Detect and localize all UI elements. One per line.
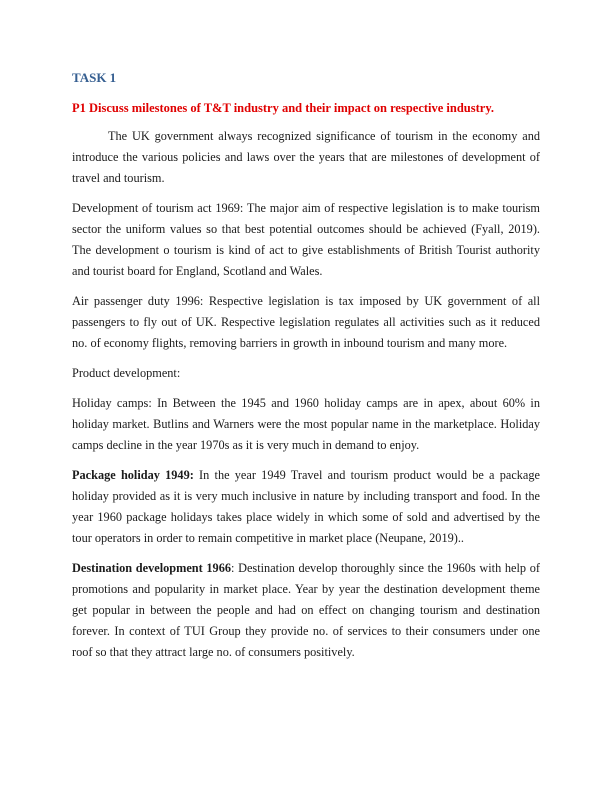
paragraph-text: Air passenger duty 1996: Respective legislation is tax imposed by UK government of all passengers to fly out of UK. Respective legislation regulates all activities such as it reduced no. of economy flights, removing barriers in growth in inbound tourism and many more. <box>72 294 540 350</box>
paragraph-product-development-label <box>72 363 540 384</box>
paragraph-holiday-camps <box>72 393 540 456</box>
paragraph-destination-development-1966 <box>72 558 540 663</box>
paragraph-text: Development of tourism act 1969: The major aim of respective legislation is to make tourism sector the uniform values so that best potential outcomes should be achieved (Fyall, 2019). The development o tourism is kind of act to give establishments of British Tourist authority and tourist board for England, Scotland and Wales. <box>72 201 540 278</box>
paragraph-lead: Destination development 1966 <box>72 561 231 575</box>
paragraph-intro <box>72 126 540 189</box>
paragraph-package-holiday-1949 <box>72 465 540 549</box>
task-heading: TASK 1 <box>72 70 117 85</box>
paragraph-text: In the year 1949 Travel and tourism product would be a package holiday provided as it is very much inclusive in nature by including transport and food. In the year 1960 package holidays takes place widely in which some of sold and advertised by the tour operators in order to remain competitive in market place (Neupane, 2019).. <box>72 468 540 545</box>
p1-section-heading: P1 Discuss milestones of T&T industry and their impact on respective industry. <box>72 101 495 115</box>
paragraph-tourism-act-1969 <box>72 198 540 282</box>
paragraph-text: Product development: <box>72 366 181 380</box>
paragraph-lead: Package holiday 1949: <box>72 468 194 482</box>
paragraph-text: The UK government always recognized significance of tourism in the economy and introduce the various policies and laws over the years that are milestones of development of travel and tourism. <box>72 129 540 185</box>
paragraph-air-passenger-duty-1996 <box>72 291 540 354</box>
paragraph-text: Holiday camps: In Between the 1945 and 1960 holiday camps are in apex, about 60% in holiday market. Butlins and Warners were the most popular name in the marketplace. Holiday camps decline in the year 1970s as it is very much in demand to enjoy. <box>72 396 540 452</box>
paragraph-text: : Destination develop thoroughly since the 1960s with help of promotions and popularity in market place. Year by year the destination development theme get popular in between the people and had on effect on changing tourism and destination forever. In context of TUI Group they provide no. of services to their consumers under one roof so that they attract large no. of consumers positively. <box>72 561 540 659</box>
